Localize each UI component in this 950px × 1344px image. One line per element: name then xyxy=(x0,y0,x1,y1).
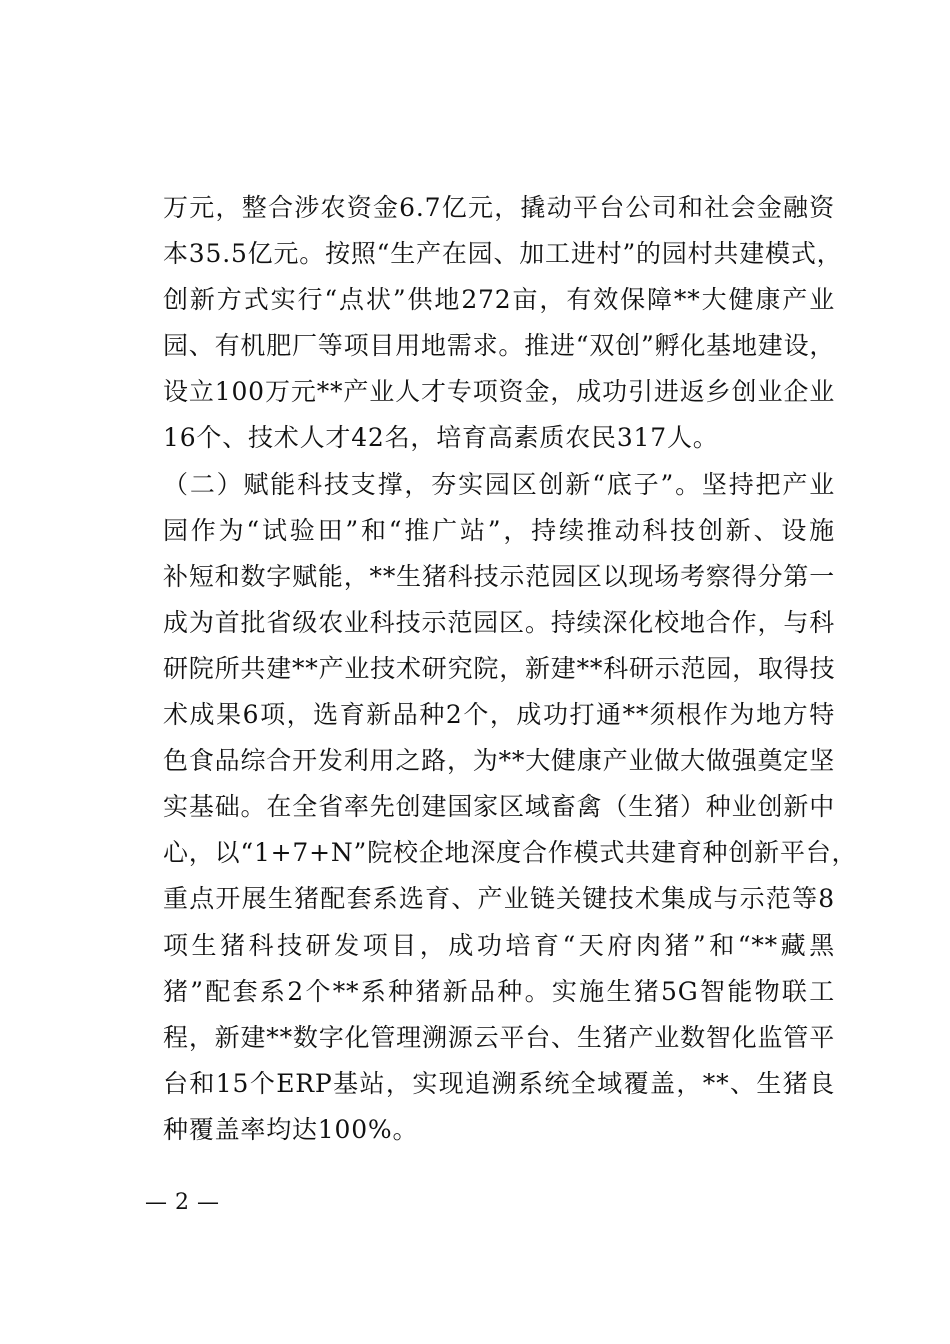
text-line: 园作为“试验田”和“推广站”，持续推动科技创新、设施 xyxy=(163,515,835,545)
text-line: 种覆盖率均达100%。 xyxy=(163,1114,419,1144)
text-line: 重点开展生猪配套系选育、产业链关键技术集成与示范等8 xyxy=(163,884,835,914)
text-line: 项生猪科技研发项目，成功培育“天府肉猪”和“**藏黑 xyxy=(163,930,835,960)
text-line: 心，以“1+7+N”院校企地深度合作模式共建育种创新平台， xyxy=(163,838,858,868)
page-number: — 2 — xyxy=(145,1190,220,1215)
text-line: 园、有机肥厂等项目用地需求。推进“双创”孵化基地建设， xyxy=(163,331,836,361)
document-body xyxy=(163,185,858,1153)
text-line: 色食品综合开发利用之路，为**大健康产业做大做强奠定坚 xyxy=(163,746,835,776)
text-line: 成为首批省级农业科技示范园区。持续深化校地合作，与科 xyxy=(163,607,835,637)
text-line: 术成果6项，选育新品种2个，成功打通**须根作为地方特 xyxy=(163,700,835,730)
text-line: 万元，整合涉农资金6.7亿元，撬动平台公司和社会金融资 xyxy=(163,193,835,222)
section-heading-line: （二）赋能科技支撑，夯实园区创新“底子”。坚持把产业 xyxy=(163,469,835,499)
text-line: 研院所共建**产业技术研究院，新建**科研示范园，取得技 xyxy=(163,653,836,683)
text-line: 实基础。在全省率先创建国家区域畜禽（生猪）种业创新中 xyxy=(163,792,835,822)
text-line: 16个、技术人才42名，培育高素质农民317人。 xyxy=(163,423,719,453)
text-line: 创新方式实行“点状”供地272亩，有效保障**大健康产业 xyxy=(163,285,835,315)
paragraph-1 xyxy=(163,185,843,462)
text-line: 程，新建**数字化管理溯源云平台、生猪产业数智化监管平 xyxy=(163,1022,835,1052)
text-line: 猪”配套系2个**系种猪新品种。实施生猪5G智能物联工 xyxy=(163,976,835,1006)
text-line: 设立100万元**产业人才专项资金，成功引进返乡创业企业 xyxy=(163,377,835,407)
text-line: 本35.5亿元。按照“生产在园、加工进村”的园村共建模式， xyxy=(163,239,843,269)
paragraph-2 xyxy=(163,462,858,1153)
text-line: 补短和数字赋能，**生猪科技示范园区以现场考察得分第一 xyxy=(163,561,835,591)
text-line: 台和15个ERP基站，实现追溯系统全域覆盖，**、生猪良 xyxy=(163,1068,835,1098)
